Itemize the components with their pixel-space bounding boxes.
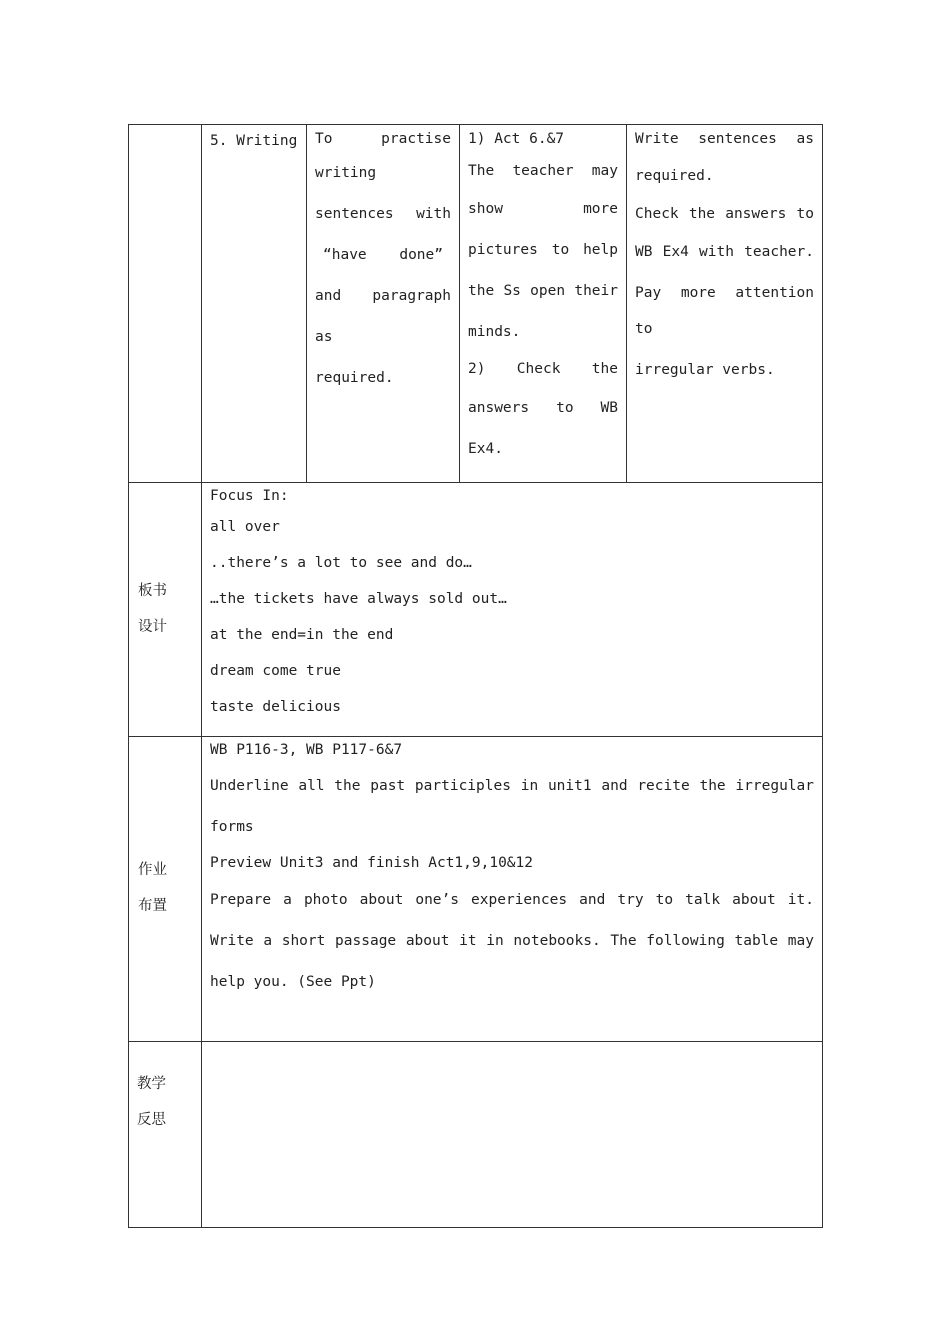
lesson-plan-table xyxy=(128,124,823,1228)
board-line: at the end=in the end xyxy=(210,627,394,643)
homework-item: forms xyxy=(210,819,254,835)
teacher-line: 2) Check the xyxy=(468,361,618,377)
board-line: ..there’s a lot to see and do… xyxy=(210,555,472,571)
student-line: Check the answers to xyxy=(635,206,814,222)
student-line: Write sentences as xyxy=(635,131,814,147)
reflection-row xyxy=(129,1042,823,1228)
student-line: Pay more attention to xyxy=(635,285,814,337)
student-line: required. xyxy=(635,168,714,184)
homework-item: Underline all the past participles in unit1 and recite the irregular xyxy=(210,778,814,794)
objective-cell xyxy=(307,125,460,483)
teacher-line: show more xyxy=(468,201,618,217)
homework-item: Prepare a photo about one’s experiences and try to talk about it. xyxy=(210,892,814,908)
teacher-line: Ex4. xyxy=(468,441,503,457)
homework-item: Preview Unit3 and finish Act1,9,10&12 xyxy=(210,855,534,871)
board-line: …the tickets have always sold out… xyxy=(210,591,507,607)
objective-line: “have done” xyxy=(323,247,443,263)
homework-item: WB P116-3, WB P117-6&7 xyxy=(210,742,403,758)
homework-content xyxy=(202,737,823,1042)
board-line: dream come true xyxy=(210,663,341,679)
board-design-content xyxy=(202,483,823,737)
homework-label-2: 布置 xyxy=(138,898,167,914)
objective-line: required. xyxy=(315,370,394,386)
homework-label-1: 作业 xyxy=(138,862,167,878)
reflection-label-2: 反思 xyxy=(137,1112,166,1128)
board-line: taste delicious xyxy=(210,699,341,715)
writing-label-cell xyxy=(129,125,202,483)
writing-row xyxy=(129,125,823,483)
step-cell xyxy=(202,125,307,483)
board-design-label-1: 板书 xyxy=(138,582,167,599)
teacher-activity-cell xyxy=(460,125,627,483)
student-activity-cell xyxy=(627,125,823,483)
homework-item: help you. (See Ppt) xyxy=(210,974,376,990)
reflection-content xyxy=(202,1042,823,1228)
homework-label-cell xyxy=(129,737,202,1042)
objective-line: To practise xyxy=(315,131,451,147)
board-design-label-cell xyxy=(129,483,202,737)
teacher-line: pictures to help xyxy=(468,242,618,258)
teacher-line: minds. xyxy=(468,324,521,340)
reflection-label-cell xyxy=(129,1042,202,1228)
objective-line: sentences with xyxy=(315,206,451,222)
student-line: irregular verbs. xyxy=(635,362,775,378)
homework-item: Write a short passage about it in notebooks. The following table may xyxy=(210,933,814,949)
objective-line: and paragraph as xyxy=(315,288,451,345)
teacher-line: answers to WB xyxy=(468,400,618,416)
step-title: 5. Writing xyxy=(210,133,298,149)
teacher-line: the Ss open their xyxy=(468,283,618,299)
teacher-line: The teacher may xyxy=(468,163,618,179)
board-design-label-2: 设计 xyxy=(138,618,167,635)
teacher-line: 1) Act 6.&7 xyxy=(468,131,565,147)
board-line: all over xyxy=(210,519,280,535)
student-line: WB Ex4 with teacher. xyxy=(635,244,814,260)
board-design-row xyxy=(129,483,823,737)
board-line: Focus In: xyxy=(210,488,289,504)
reflection-label-1: 教学 xyxy=(137,1076,166,1092)
homework-row xyxy=(129,737,823,1042)
objective-line: writing xyxy=(315,165,377,181)
